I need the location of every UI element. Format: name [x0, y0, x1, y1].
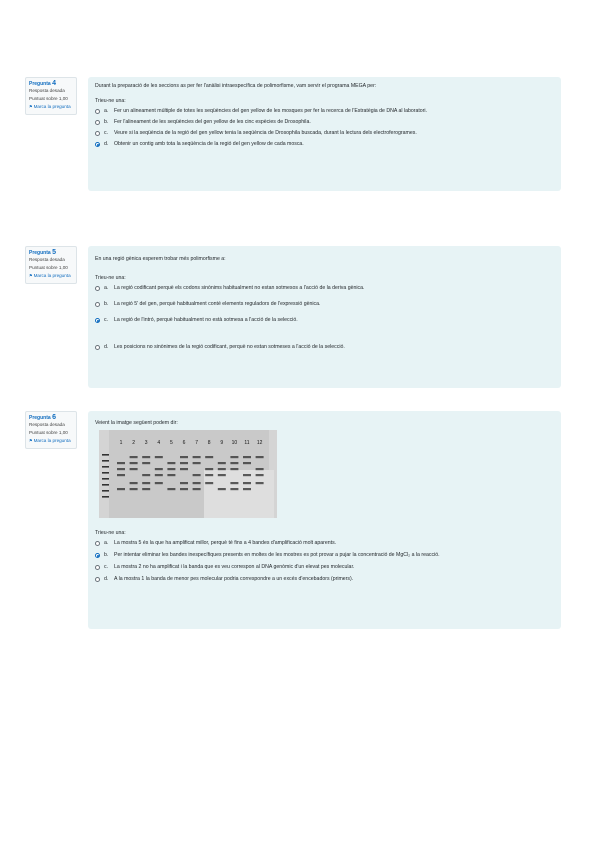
gel-band [180, 482, 188, 484]
gel-electrophoresis-image [99, 430, 277, 518]
gel-band [205, 456, 213, 458]
gel-lane-label: 6 [182, 440, 186, 446]
gel-band [142, 456, 150, 458]
gel-band [117, 462, 125, 464]
question-text: En una regió gènica esperem trobar més polimorfisme a: [95, 256, 226, 262]
gel-band [155, 468, 163, 470]
gel-band [142, 488, 150, 490]
radio-button[interactable] [95, 120, 100, 125]
answer-option-d[interactable]: d. Obtenir un contig amb tota la seqüència de la regió del gen yellow de cada mosca. [95, 141, 554, 148]
gel-band [243, 456, 251, 458]
answer-prompt: Trieu-ne una: [95, 530, 126, 536]
gel-band [256, 482, 264, 484]
radio-button[interactable] [95, 302, 100, 307]
gel-band [117, 474, 125, 476]
gel-band [218, 474, 226, 476]
answer-option-a[interactable]: a. La regió codificant perquè els codons sinònims habitualment no estan sotmesos a l'acció de la deriva gènica. [95, 285, 554, 292]
flag-question-link[interactable]: ⚑Marca la pregunta [29, 104, 71, 109]
gel-band [193, 488, 201, 490]
gel-band [167, 468, 175, 470]
gel-band [142, 474, 150, 476]
gel-band [180, 456, 188, 458]
answer-option-a[interactable]: a. La mostra 5 és la que ha amplificat millor, perquè té fins a 4 bandes d'amplificació molt aparents. [95, 540, 554, 547]
gel-band [180, 468, 188, 470]
gel-band [117, 468, 125, 470]
gel-band [155, 482, 163, 484]
gel-lane-label: 8 [207, 440, 211, 446]
gel-band [256, 474, 264, 476]
flag-icon: ⚑ [29, 104, 33, 109]
gel-band [155, 456, 163, 458]
gel-ladder-band [102, 466, 109, 468]
gel-lane-label: 5 [170, 440, 173, 446]
question-score: Puntuat sobre 1,00 [29, 96, 68, 101]
answer-option-b[interactable]: b. Per intentar eliminar les bandes inespecífiques presents en moltes de les mostres es pot provar a pujar la concentració de MgCl₂ a la reacció. [95, 552, 554, 559]
gel-band [230, 488, 238, 490]
gel-lane-label: 7 [195, 440, 198, 446]
gel-ladder-band [102, 484, 109, 486]
answer-option-b[interactable]: b. La regió 5' del gen, perquè habitualment conté elements reguladors de l'expressió gènica. [95, 301, 554, 308]
flag-icon: ⚑ [29, 438, 33, 443]
gel-lane-label: 11 [244, 440, 250, 446]
gel-band [167, 488, 175, 490]
answer-option-c[interactable]: c. Veure si la seqüència de la regió del gen yellow tenia la seqüència de Drosophila buscada, durant la lectura dels electroferogrames. [95, 130, 554, 137]
gel-lane-label: 2 [132, 440, 135, 446]
question-status: Resposta desada [29, 88, 65, 93]
gel-band [230, 456, 238, 458]
gel-band [205, 468, 213, 470]
gel-band [230, 462, 238, 464]
gel-band [243, 488, 251, 490]
gel-band [243, 474, 251, 476]
gel-band [193, 474, 201, 476]
gel-band [256, 456, 264, 458]
question-content-5 [88, 246, 561, 388]
gel-lane-label: 10 [231, 440, 238, 446]
answer-option-d[interactable]: d. A la mostra 1 la banda de menor pes molecular podria correspondre a un excés d'encebadors (primers). [95, 576, 554, 583]
flag-question-link[interactable]: ⚑Marca la pregunta [29, 273, 71, 278]
gel-lane-label: 12 [256, 440, 263, 446]
radio-button-selected[interactable] [95, 142, 100, 147]
question-status: Resposta desada [29, 257, 65, 262]
gel-ladder-band [102, 472, 109, 474]
gel-ladder-band [102, 460, 109, 462]
gel-band [193, 456, 201, 458]
gel-band [155, 474, 163, 476]
gel-lane-label: 4 [157, 440, 161, 446]
answer-option-c[interactable]: c. La mostra 2 no ha amplificat i la banda que es veu correspon al DNA genòmic d'un elevat pes molecular. [95, 564, 554, 571]
gel-lane-label: 9 [220, 440, 224, 446]
gel-band [180, 488, 188, 490]
radio-button[interactable] [95, 345, 100, 350]
radio-button[interactable] [95, 541, 100, 546]
answer-option-d[interactable]: d. Les posicions no sinònimes de la regió codificant, perquè no estan sotmeses a l'acció de la selecció. [95, 344, 554, 351]
gel-band [205, 482, 213, 484]
gel-band [243, 462, 251, 464]
gel-band [193, 462, 201, 464]
gel-ladder-band [102, 454, 109, 456]
radio-button[interactable] [95, 109, 100, 114]
radio-button-selected[interactable] [95, 553, 100, 558]
gel-band [130, 468, 138, 470]
gel-band [130, 462, 138, 464]
gel-ladder-band [102, 496, 109, 498]
gel-band [167, 474, 175, 476]
question-number: Pregunta 6 [29, 414, 56, 421]
radio-button[interactable] [95, 577, 100, 582]
gel-band [218, 488, 226, 490]
question-number: Pregunta 5 [29, 249, 56, 256]
question-status: Resposta desada [29, 422, 65, 427]
answer-prompt: Trieu-ne una: [95, 275, 126, 281]
question-number: Pregunta 4 [29, 80, 56, 87]
radio-button-selected[interactable] [95, 318, 100, 323]
answer-option-a[interactable]: a. Fer un alineament múltiple de totes les seqüències del gen yellow de les mosques per fer la recerca de l'Estratègia de DNA al laboratori. [95, 108, 554, 115]
gel-band [142, 462, 150, 464]
question-content-4 [88, 77, 561, 191]
radio-button[interactable] [95, 131, 100, 136]
answer-option-c[interactable]: c. La regió de l'intró, perquè habitualment no està sotmesa a l'acció de la selecció. [95, 317, 554, 324]
gel-lane-label: 1 [119, 440, 123, 446]
gel-band [130, 456, 138, 458]
question-info-5 [25, 246, 77, 284]
gel-band [193, 482, 201, 484]
question-score: Puntuat sobre 1,00 [29, 430, 68, 435]
question-info-4 [25, 77, 77, 115]
gel-band [142, 482, 150, 484]
gel-band [205, 474, 213, 476]
question-score: Puntuat sobre 1,00 [29, 265, 68, 270]
gel-band [230, 482, 238, 484]
flag-question-link[interactable]: ⚑Marca la pregunta [29, 438, 71, 443]
gel-ladder-band [102, 490, 109, 492]
gel-band [180, 462, 188, 464]
radio-button[interactable] [95, 565, 100, 570]
flag-icon: ⚑ [29, 273, 33, 278]
gel-band [130, 482, 138, 484]
gel-ladder-band [102, 478, 109, 480]
gel-band [130, 488, 138, 490]
question-text: Durant la preparació de les seccions as per fer l'anàlisi intraespecífica de polimorfisme, vam servir el programa MEGA per: [95, 83, 377, 89]
radio-button[interactable] [95, 286, 100, 291]
gel-band [256, 468, 264, 470]
question-content-6 [88, 411, 561, 629]
question-text: Veient la imatge següent podem dir: [95, 420, 178, 426]
gel-band [230, 468, 238, 470]
gel-band [218, 468, 226, 470]
gel-band [243, 482, 251, 484]
gel-band [218, 462, 226, 464]
answer-prompt: Trieu-ne una: [95, 98, 126, 104]
gel-lane-label: 3 [144, 440, 148, 446]
gel-band [117, 488, 125, 490]
answer-option-b[interactable]: b. Fer l'alineament de les seqüències del gen yellow de les cinc espècies de Drosophila. [95, 119, 554, 126]
question-info-6 [25, 411, 77, 449]
gel-band [167, 462, 175, 464]
